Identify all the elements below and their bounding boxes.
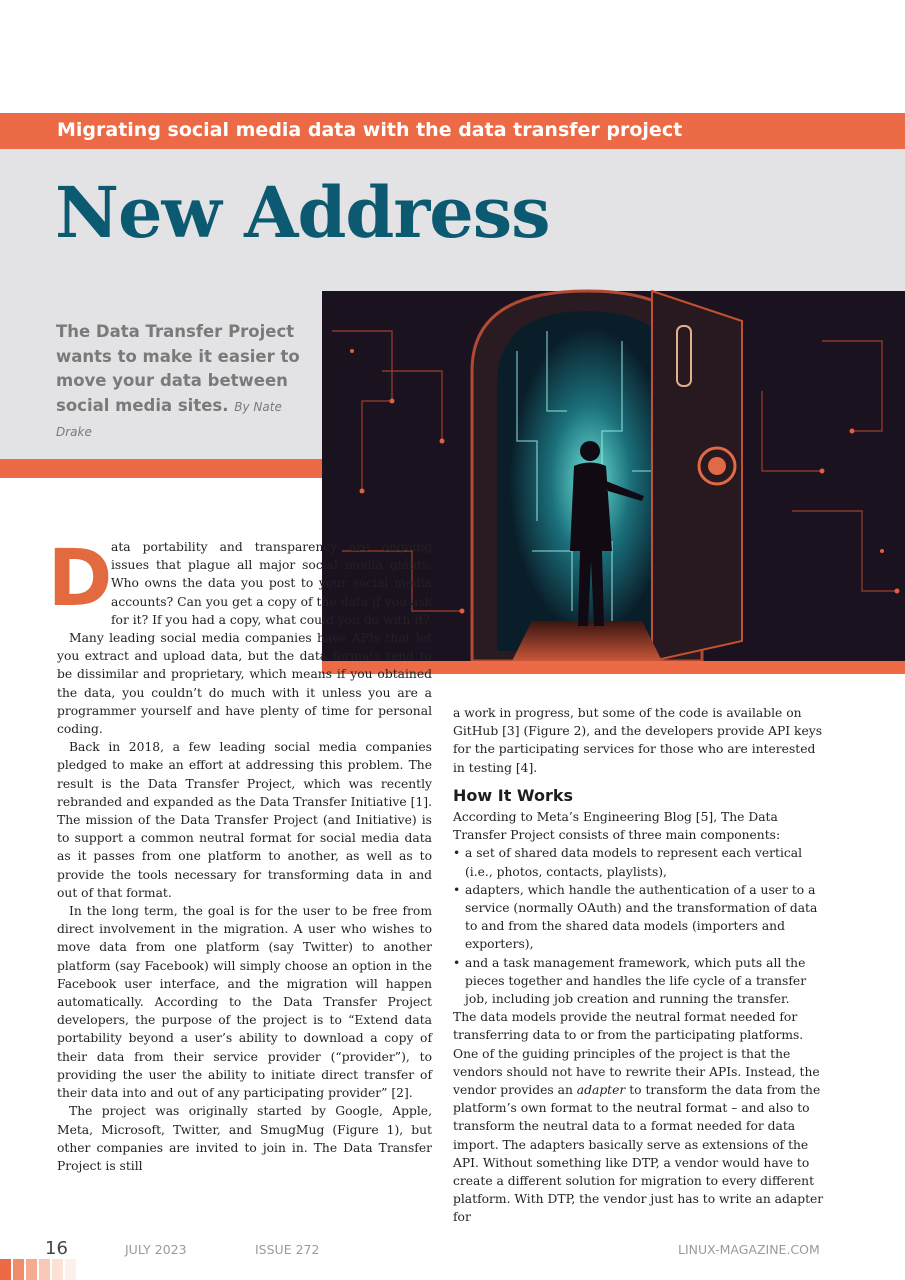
footer-date: JULY 2023 bbox=[125, 1242, 187, 1257]
bullet: • bbox=[453, 846, 461, 861]
drop-cap-letter: D bbox=[47, 534, 113, 624]
accent-strip bbox=[0, 459, 322, 478]
section-heading: How It Works bbox=[453, 785, 574, 805]
list-item bbox=[453, 844, 829, 880]
paragraph-1: ata portability and transparency are ongoing issues that plague all major social media giants. Who owns the data you post to your social media accounts? Can you get a copy of the data if you ask for it? If you had a copy, what could you do with it? bbox=[111, 540, 432, 627]
components-list bbox=[453, 844, 829, 1008]
paragraph-5: The project was originally started by Google, Apple, Meta, Microsoft, Twitter, and SmugMug (Figure 1), but other companies are invited to join in. The Data Transfer Project is still bbox=[57, 1104, 432, 1173]
list-item-text: a set of shared data models to represent each vertical (i.e., photos, contacts, playlists), bbox=[465, 846, 803, 879]
list-item bbox=[453, 954, 829, 1009]
paragraph-4: In the long term, the goal is for the user to be free from direct involvement in the migration. A user who wishes to move data from one platform (say Twitter) to another platform (say Facebook) will simply choose an option in the Facebook user interface, and the migration will happen automatically. According to the Data Transfer Project developers, the purpose of the project is to “Extend data portability beyond a user’s ability to download a copy of their data from their service provider (“provider”), to providing the user the ability to initiate direct transfer of their data into and out of any participating provider” [2]. bbox=[57, 904, 432, 1101]
paragraph-8-b: to transform the data from the platform’s own format to the neutral format – and also to transform the neutral data to a format needed for data import. The adapters basically serve as extensions of the API. Without something like DTP, a vendor would have to create a different solution for migration to every different platform. With DTP, the vendor just has to write an adapter for bbox=[453, 1083, 824, 1225]
paragraph-3: Back in 2018, a few leading social media companies pledged to make an effort at addressing this problem. The result is the Data Transfer Project, which was recently rebranded and expanded as the Data Transfer Initiative [1]. The mission of the Data Transfer Project (and Initiative) is to support a common neutral format for social media data as it passes from one platform to another, as well as to provide the tools necessary for transforming data in and out of that format. bbox=[57, 740, 432, 900]
paragraph-6: a work in progress, but some of the code is available on GitHub [3] (Figure 2), and the developers provide API keys for the participating services for those who are interested in testing [4]. bbox=[453, 706, 823, 775]
paragraph-7: According to Meta’s Engineering Blog [5], The Data Transfer Project consists of three main components: bbox=[453, 810, 781, 843]
bullet: • bbox=[453, 955, 461, 970]
page-number: 16 bbox=[45, 1238, 68, 1259]
footer-site: LINUX-MAGAZINE.COM bbox=[678, 1242, 820, 1257]
article-deck bbox=[56, 320, 318, 445]
deck-text: The Data Transfer Project wants to make it easier to move your data between social media sites. bbox=[56, 322, 300, 415]
article-column-1 bbox=[47, 534, 432, 1175]
paragraph-8 bbox=[453, 1008, 829, 1226]
paragraph-2: Many leading social media companies have APIs that let you extract and upload data, but the data formats tend to be dissimilar and proprietary, which means if you obtained the data, you couldn’t do much with it unless you are a programmer yourself and have plenty of time for personal coding. bbox=[57, 631, 432, 737]
list-item bbox=[453, 881, 829, 954]
drop-cap bbox=[47, 534, 113, 624]
byline: By Nate Drake bbox=[56, 399, 282, 439]
page-color-marks bbox=[0, 1259, 80, 1280]
list-item-text: and a task management framework, which puts all the pieces together and handles the life cycle of a transfer job, including job creation and running the transfer. bbox=[465, 955, 807, 1007]
article-column-2 bbox=[453, 704, 829, 1227]
footer-issue: ISSUE 272 bbox=[255, 1242, 320, 1257]
list-item-text: adapters, which handle the authentication of a user to a service (normally OAuth) and the transformation of data to and from the shared data models (importers and exporters), bbox=[465, 882, 818, 952]
article-title: New Address bbox=[55, 171, 550, 254]
paragraph-8-a: The data models provide the neutral format needed for transferring data to or from the participating platforms. One of the guiding principles of the project is that the vendors should not have to rewrite their APIs. Instead, the vendor provides an bbox=[453, 1010, 820, 1098]
bullet: • bbox=[453, 882, 461, 897]
adapter-term: adapter bbox=[576, 1083, 626, 1098]
kicker-text: Migrating social media data with the data transfer project bbox=[57, 119, 683, 141]
